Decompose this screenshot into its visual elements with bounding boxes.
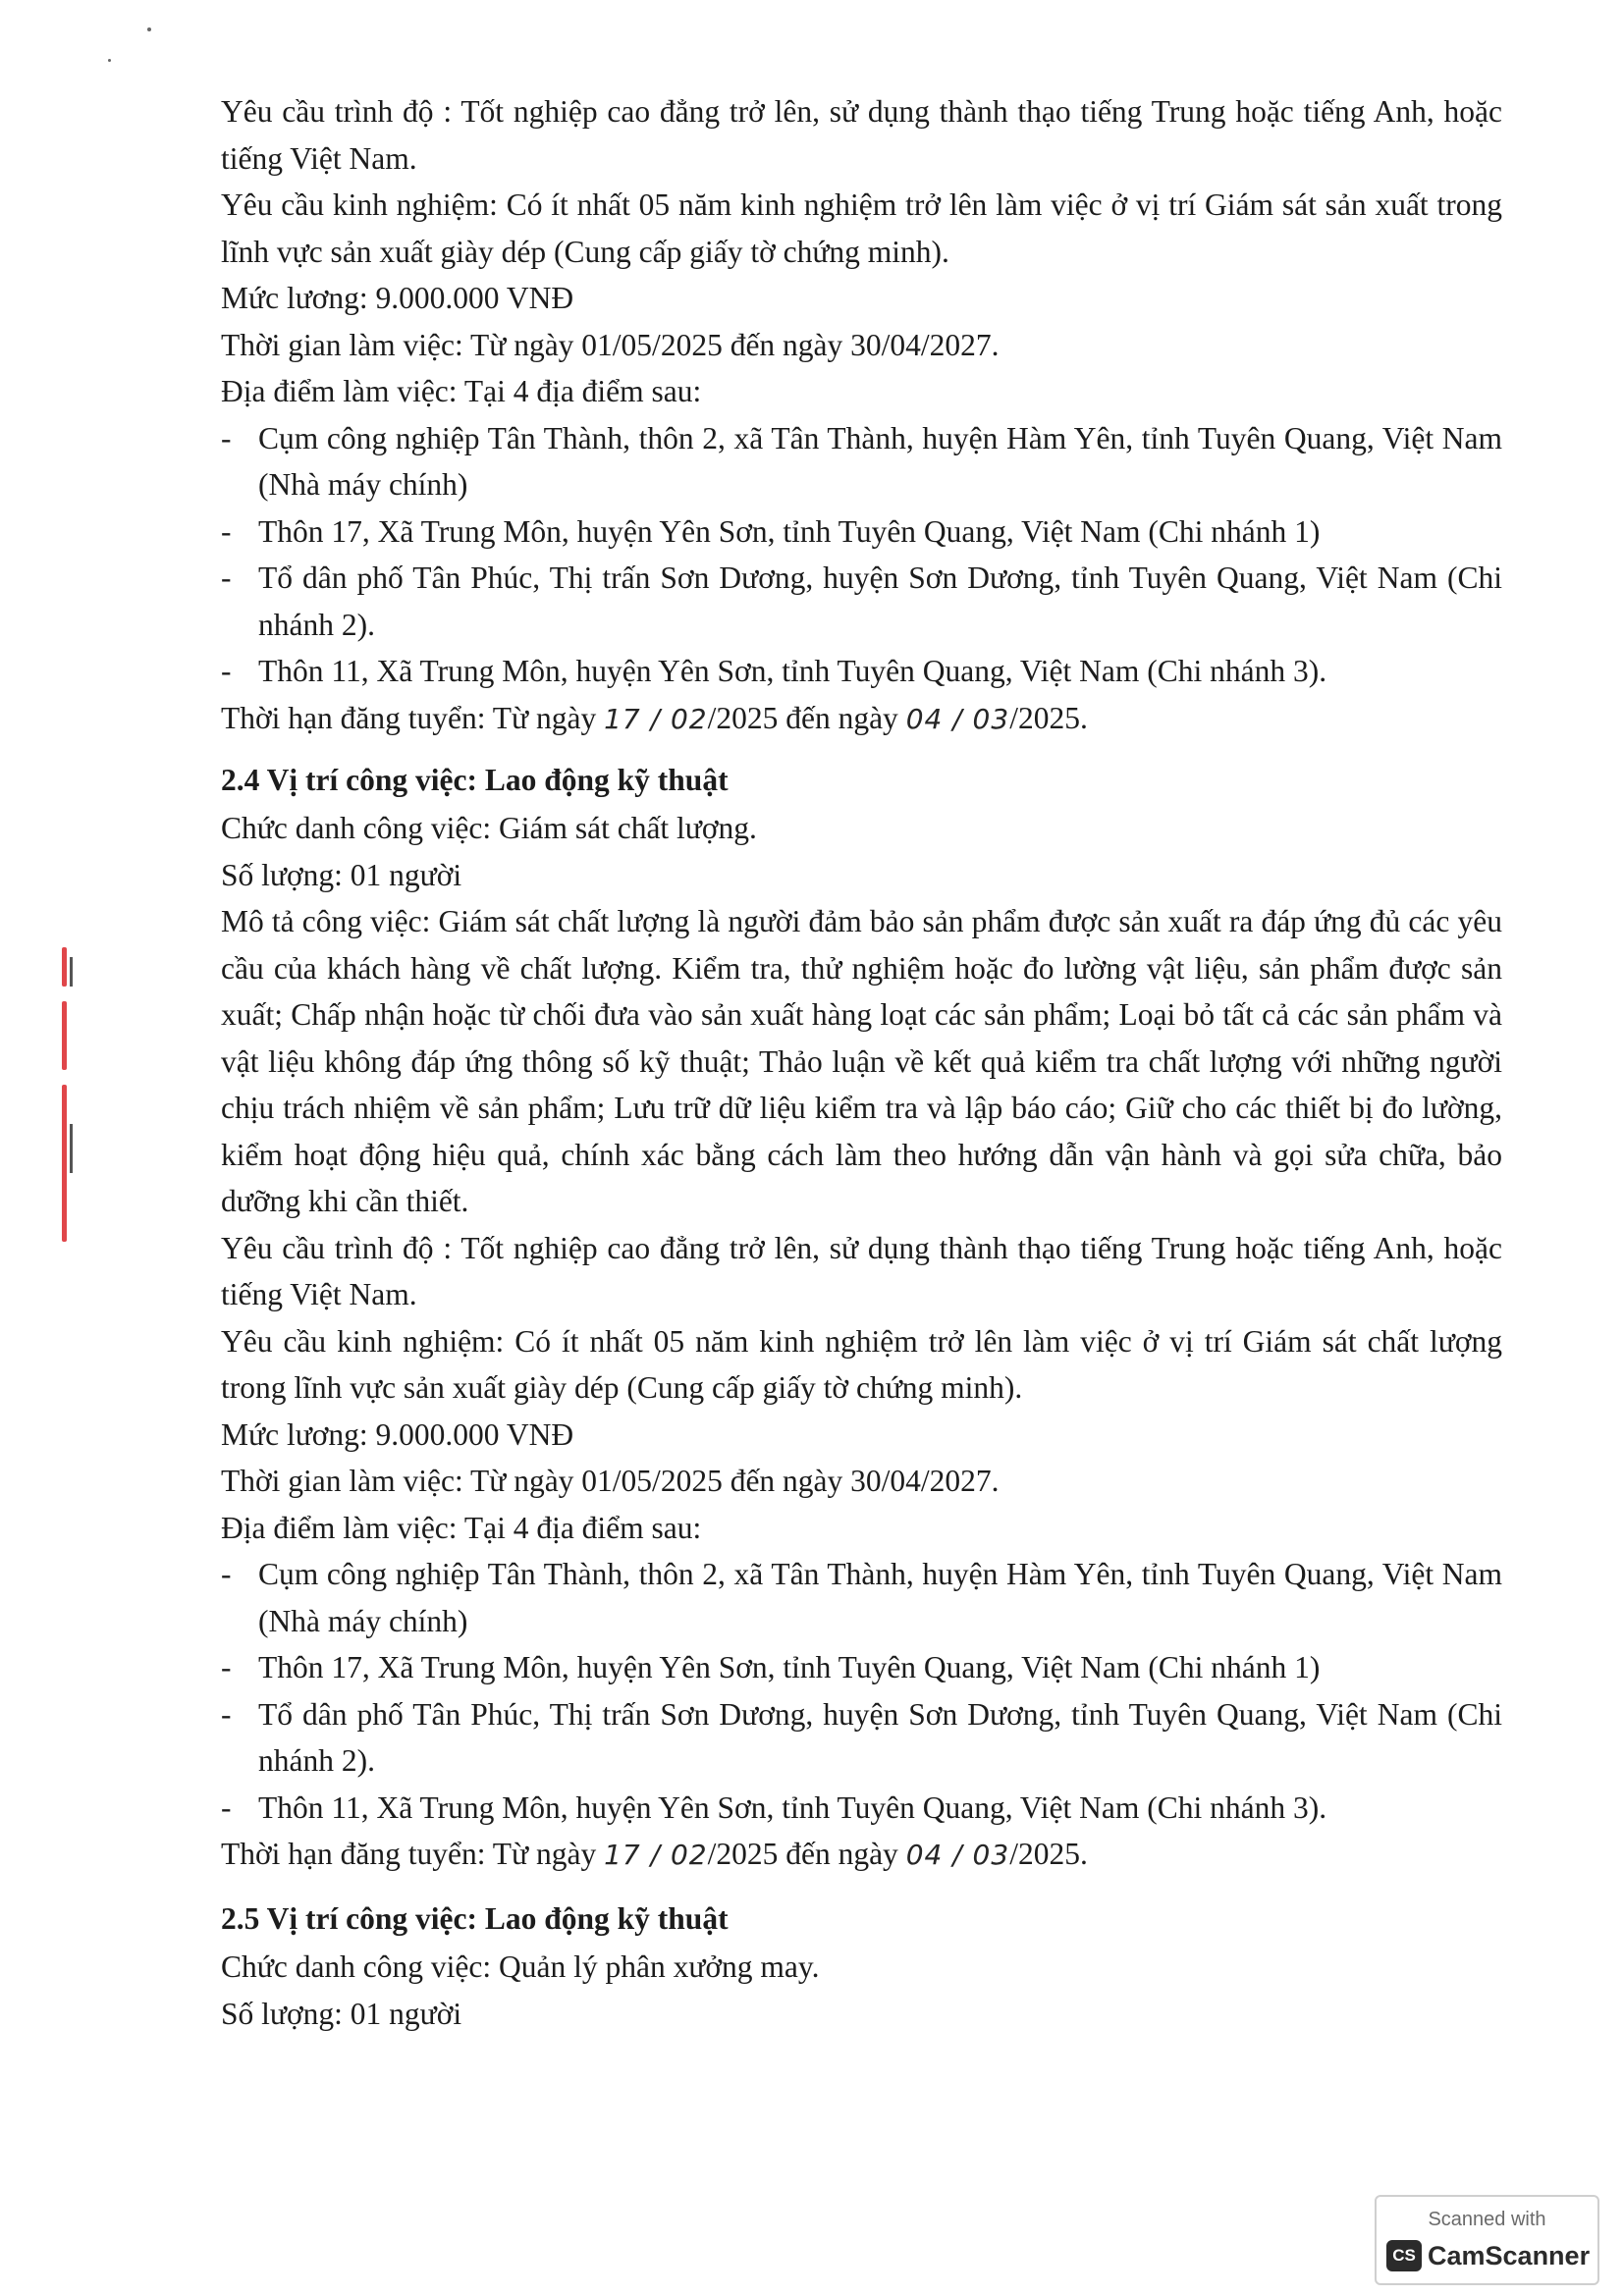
speck	[108, 59, 111, 62]
handwritten-date-from: 17 / 02	[604, 1839, 708, 1871]
location-item: - Thôn 11, Xã Trung Môn, huyện Yên Sơn, tỉnh Tuyên Quang, Việt Nam (Chi nhánh 3).	[221, 1789, 1327, 1825]
recruitment-deadline: Thời hạn đăng tuyển: Từ ngày 17 / 02/2025 đến ngày 04 / 03/2025.	[221, 700, 1088, 735]
quantity: Số lượng: 01 người	[221, 1996, 462, 2031]
quantity: Số lượng: 01 người	[221, 857, 462, 892]
job-description: Mô tả công việc: Giám sát chất lượng là người đảm bảo sản phẩm được sản xuất ra đáp ứng đủ các yêu cầu của khách hàng về chất lượng. Kiểm tra, thử nghiệm hoặc đo lường vật liệu, sản phẩm được sản xuất; Chấp nhận hoặc từ chối đưa vào sản xuất hàng loạt các sản phẩm; Loại bỏ tất cả các sản phẩm và vật liệu không đáp ứng thông số kỹ thuật; Thảo luận về kết quả kiểm tra chất lượng với những người chịu trách nhiệm về sản phẩm; Lưu trữ dữ liệu kiểm tra và lập báo cáo; Giữ cho các thiết bị đo lường, kiểm hoạt động hiệu quả, chính xác bằng cách làm theo hướng dẫn vận hành và gọi sửa chữa, bảo dưỡng khi cần thiết.	[221, 904, 1502, 1218]
section-position-2-4	[221, 756, 1502, 1879]
location-item: - Cụm công nghiệp Tân Thành, thôn 2, xã Tân Thành, huyện Hàm Yên, tỉnh Tuyên Quang, Việt Nam (Nhà máy chính)	[221, 420, 1502, 502]
section-heading: 2.4 Vị trí công việc: Lao động kỹ thuật	[221, 763, 729, 797]
location-item: - Thôn 17, Xã Trung Môn, huyện Yên Sơn, tỉnh Tuyên Quang, Việt Nam (Chi nhánh 1)	[221, 1650, 1321, 1684]
working-period: Thời gian làm việc: Từ ngày 01/05/2025 đến ngày 30/04/2027.	[221, 1464, 1000, 1498]
experience-requirement: Yêu cầu kinh nghiệm: Có ít nhất 05 năm kinh nghiệm trở lên làm việc ở vị trí Giám sát sản xuất trong lĩnh vực sản xuất giày dép (Cung cấp giấy tờ chứng minh).	[221, 187, 1502, 269]
salary: Mức lương: 9.000.000 VNĐ	[221, 281, 574, 315]
location-item: - Thôn 17, Xã Trung Môn, huyện Yên Sơn, tỉnh Tuyên Quang, Việt Nam (Chi nhánh 1)	[221, 513, 1321, 549]
location-item: - Cụm công nghiệp Tân Thành, thôn 2, xã Tân Thành, huyện Hàm Yên, tỉnh Tuyên Quang, Việt Nam (Nhà máy chính)	[221, 1557, 1502, 1638]
salary: Mức lương: 9.000.000 VNĐ	[221, 1416, 574, 1452]
work-locations-label: Địa điểm làm việc: Tại 4 địa điểm sau:	[221, 1510, 702, 1545]
location-item: - Tổ dân phố Tân Phúc, Thị trấn Sơn Dương, huyện Sơn Dương, tỉnh Tuyên Quang, Việt Nam (Chi nhánh 2).	[221, 561, 1502, 642]
section-heading: 2.5 Vị trí công việc: Lao động kỹ thuật	[221, 1901, 729, 1936]
recruitment-deadline: Thời hạn đăng tuyển: Từ ngày 17 / 02/2025 đến ngày 04 / 03/2025.	[221, 1837, 1088, 1871]
section-position-2-3-continued	[221, 88, 1502, 742]
handwritten-date-to: 04 / 03	[905, 1839, 1010, 1871]
watermark-brand: CamScanner	[1428, 2241, 1591, 2270]
section-position-2-5	[221, 1895, 1502, 2037]
education-requirement: Yêu cầu trình độ : Tốt nghiệp cao đẳng trở lên, sử dụng thành thạo tiếng Trung hoặc tiếng Anh, hoặc tiếng Việt Nam.	[221, 1230, 1502, 1311]
location-item: - Thôn 11, Xã Trung Môn, huyện Yên Sơn, tỉnh Tuyên Quang, Việt Nam (Chi nhánh 3).	[221, 654, 1327, 688]
working-period: Thời gian làm việc: Từ ngày 01/05/2025 đến ngày 30/04/2027.	[221, 327, 1000, 362]
job-title: Chức danh công việc: Giám sát chất lượng.	[221, 811, 757, 845]
education-requirement: Yêu cầu trình độ : Tốt nghiệp cao đẳng trở lên, sử dụng thành thạo tiếng Trung hoặc tiếng Anh, hoặc tiếng Việt Nam.	[221, 94, 1502, 176]
camscanner-logo-icon: CS	[1386, 2240, 1422, 2271]
speck	[147, 27, 151, 31]
handwritten-date-to: 04 / 03	[905, 702, 1010, 735]
location-item: - Tổ dân phố Tân Phúc, Thị trấn Sơn Dương, huyện Sơn Dương, tỉnh Tuyên Quang, Việt Nam (Chi nhánh 2).	[221, 1696, 1502, 1778]
margin-signature-mark	[62, 947, 76, 1242]
work-locations-label: Địa điểm làm việc: Tại 4 địa điểm sau:	[221, 374, 702, 408]
job-title: Chức danh công việc: Quản lý phân xưởng may.	[221, 1949, 820, 1984]
handwritten-date-from: 17 / 02	[604, 702, 708, 735]
camscanner-watermark	[1375, 2195, 1599, 2285]
experience-requirement: Yêu cầu kinh nghiệm: Có ít nhất 05 năm kinh nghiệm trở lên làm việc ở vị trí Giám sát chất lượng trong lĩnh vực sản xuất giày dép (Cung cấp giấy tờ chứng minh).	[221, 1323, 1502, 1405]
watermark-caption: Scanned with	[1428, 2209, 1546, 2230]
